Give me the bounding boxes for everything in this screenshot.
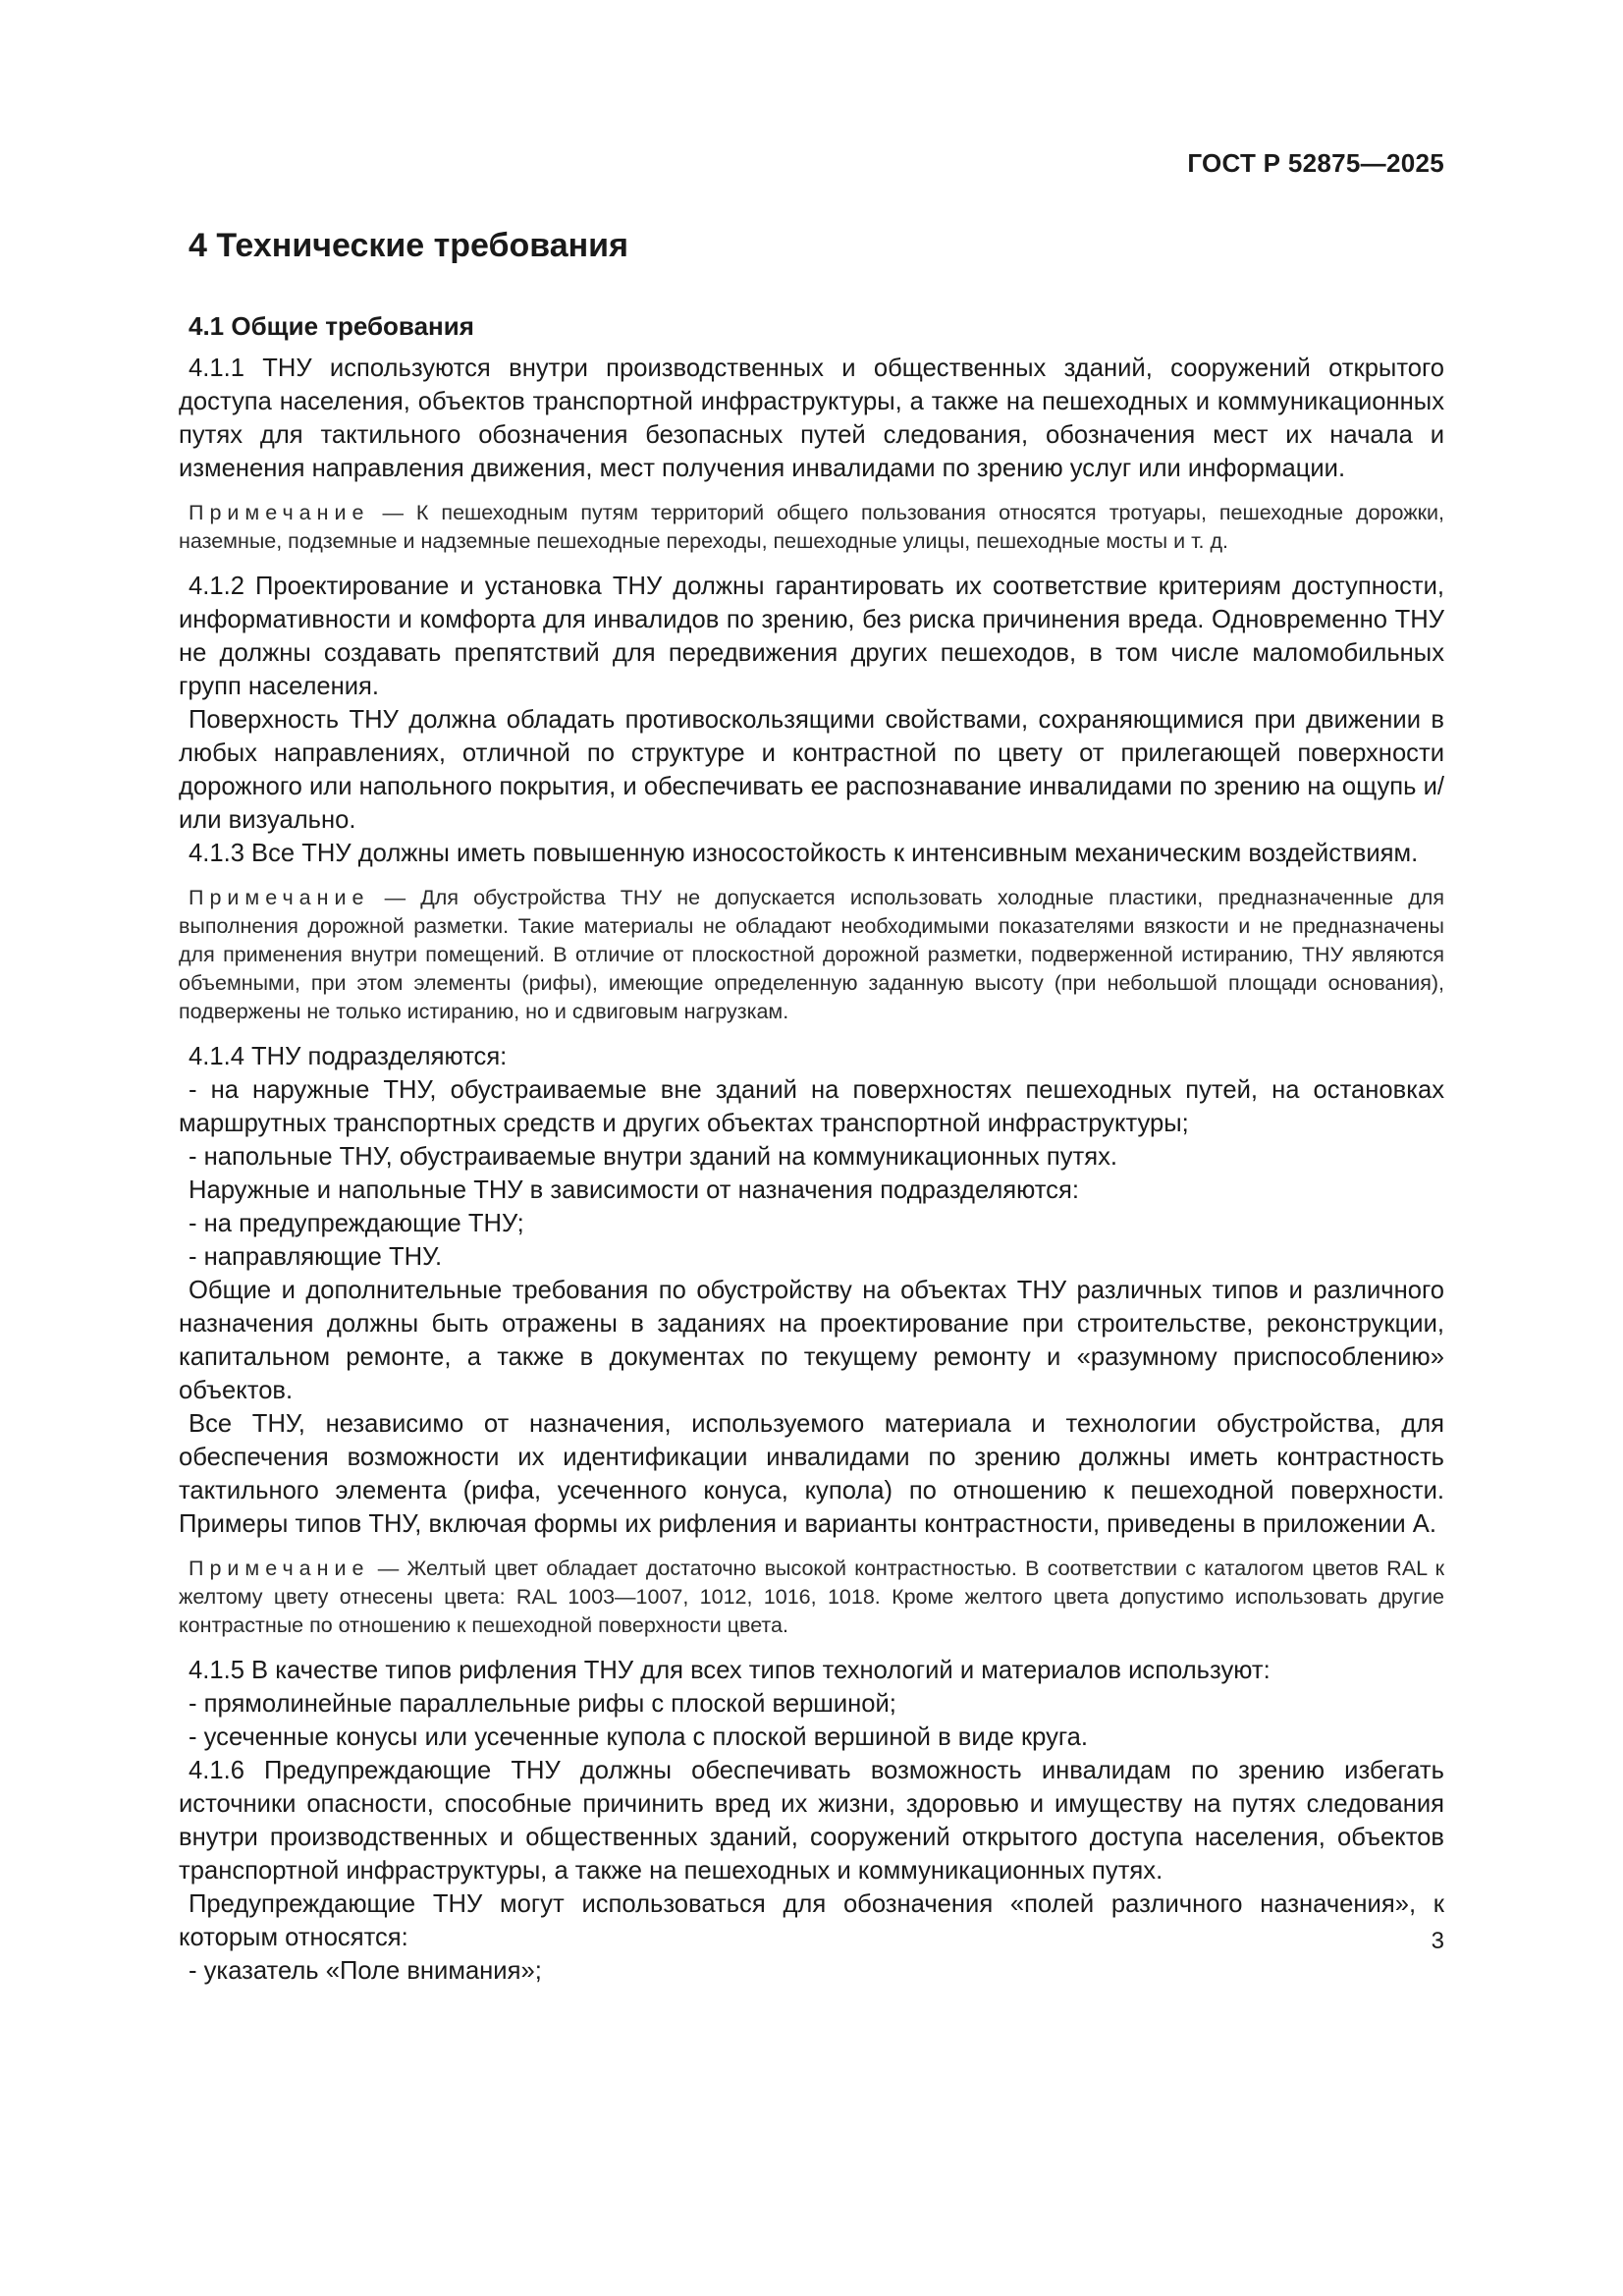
note-label: Примечание bbox=[189, 1557, 370, 1580]
note bbox=[179, 884, 1444, 1026]
list-item: - указатель «Поле внимания»; bbox=[189, 1957, 542, 1985]
document-code: ГОСТ Р 52875—2025 bbox=[1187, 148, 1444, 178]
page-content bbox=[179, 222, 1444, 1988]
list-item: - прямолинейные параллельные рифы с плоской вершиной; bbox=[189, 1690, 896, 1718]
list-item: - направляющие ТНУ. bbox=[189, 1243, 443, 1271]
paragraph: Предупреждающие ТНУ могут использоваться для обозначения «полей различного назначения», к которым относятся: bbox=[179, 1890, 1444, 1951]
paragraph: 4.1.3 Все ТНУ должны иметь повышенную износостойкость к интенсивным механическим воздействиям. bbox=[189, 840, 1419, 867]
paragraph: Наружные и напольные ТНУ в зависимости от назначения подразделяются: bbox=[189, 1176, 1079, 1204]
section-title: 4 Технические требования bbox=[189, 227, 628, 264]
note-text: — Для обустройства ТНУ не допускается использовать холодные пластики, предназначенные для выполнения дорожной разметки. Такие материалы не обладают необходимыми показателями вязкости и не предназначены для применения внутри помещений. В отличие от плоскостной дорожной разметки, подверженной истиранию, ТНУ являются объемными, при этом элементы (рифы), имеющие определенную заданную высоту (при небольшой площади основания), подвержены не только истиранию, но и сдвиговым нагрузкам. bbox=[179, 886, 1444, 1023]
note-label: Примечание bbox=[189, 886, 370, 909]
paragraph: 4.1.4 ТНУ подразделяются: bbox=[189, 1043, 508, 1070]
paragraph: 4.1.2 Проектирование и установка ТНУ должны гарантировать их соответствие критериям доступности, информативности и комфорта для инвалидов по зрению, без риска причинения вреда. Одновременно ТНУ не должны создавать препятствий для передвижения других пешеходов, в том числе маломобильных групп населения. bbox=[179, 573, 1444, 700]
paragraph: Все ТНУ, независимо от назначения, используемого материала и технологии обустройства, для обеспечения возможности их идентификации инвалидами по зрению должны иметь контрастность тактильного элемента (рифа, усеченного конуса, купола) по отношению к пешеходной поверхности. Примеры типов ТНУ, включая формы их рифления и варианты контрастности, приведены в приложении А. bbox=[179, 1410, 1444, 1538]
note bbox=[179, 1555, 1444, 1640]
paragraph: Поверхность ТНУ должна обладать противоскользящими свойствами, сохраняющимися при движении в любых направлениях, отличной по структуре и контрастной по цвету от прилегающей поверхности дорожного или напольного покрытия, и обеспечивать ее распознавание инвалидами по зрению на ощупь и/или визуально. bbox=[179, 706, 1444, 834]
paragraph: 4.1.5 В качестве типов рифления ТНУ для всех типов технологий и материалов используют: bbox=[189, 1657, 1271, 1684]
body-text bbox=[179, 352, 1444, 1988]
page-number: 3 bbox=[1431, 1928, 1444, 1954]
note-text: — Желтый цвет обладает достаточно высокой контрастностью. В соответствии с каталогом цветов RAL к желтому цвету отнесены цвета: RAL 1003—1007, 1012, 1016, 1018. Кроме желтого цвета допустимо использовать другие контрастные по отношению к пешеходной поверхности цвета. bbox=[179, 1557, 1444, 1637]
paragraph: 4.1.6 Предупреждающие ТНУ должны обеспечивать возможность инвалидам по зрению избегать источники опасности, способные причинить вред их жизни, здоровью и имуществу на путях следования внутри производственных и общественных зданий, сооружений открытого доступа населения, объектов транспортной инфраструктуры, а также на пешеходных и коммуникационных путях. bbox=[179, 1757, 1444, 1885]
note bbox=[179, 499, 1444, 556]
list-item: - усеченные конусы или усеченные купола с плоской вершиной в виде круга. bbox=[189, 1723, 1089, 1751]
paragraph: 4.1.1 ТНУ используются внутри производственных и общественных зданий, сооружений открытого доступа населения, объектов транспортной инфраструктуры, а также на пешеходных и коммуникационных путях для тактильного обозначения безопасных путей следования, обозначения мест их начала и изменения направления движения, мест получения инвалидами по зрению услуг или информации. bbox=[179, 355, 1444, 482]
list-item: - напольные ТНУ, обустраиваемые внутри зданий на коммуникационных путях. bbox=[189, 1143, 1117, 1171]
note-label: Примечание bbox=[189, 501, 370, 524]
note-text: — К пешеходным путям территорий общего пользования относятся тротуары, пешеходные дорожки, наземные, подземные и надземные пешеходные переходы, пешеходные улицы, пешеходные мосты и т. д. bbox=[179, 501, 1444, 553]
list-item: - на предупреждающие ТНУ; bbox=[189, 1210, 524, 1237]
subsection-title: 4.1 Общие требования bbox=[189, 311, 474, 341]
paragraph: Общие и дополнительные требования по обустройству на объектах ТНУ различных типов и различного назначения должны быть отражены в заданиях на проектирование при строительстве, реконструкции, капитальном ремонте, а также в документах по текущему ремонту и «разумному приспособлению» объектов. bbox=[179, 1277, 1444, 1404]
list-item: - на наружные ТНУ, обустраиваемые вне зданий на поверхностях пешеходных путей, на остановках маршрутных транспортных средств и других объектах транспортной инфраструктуры; bbox=[179, 1076, 1444, 1137]
